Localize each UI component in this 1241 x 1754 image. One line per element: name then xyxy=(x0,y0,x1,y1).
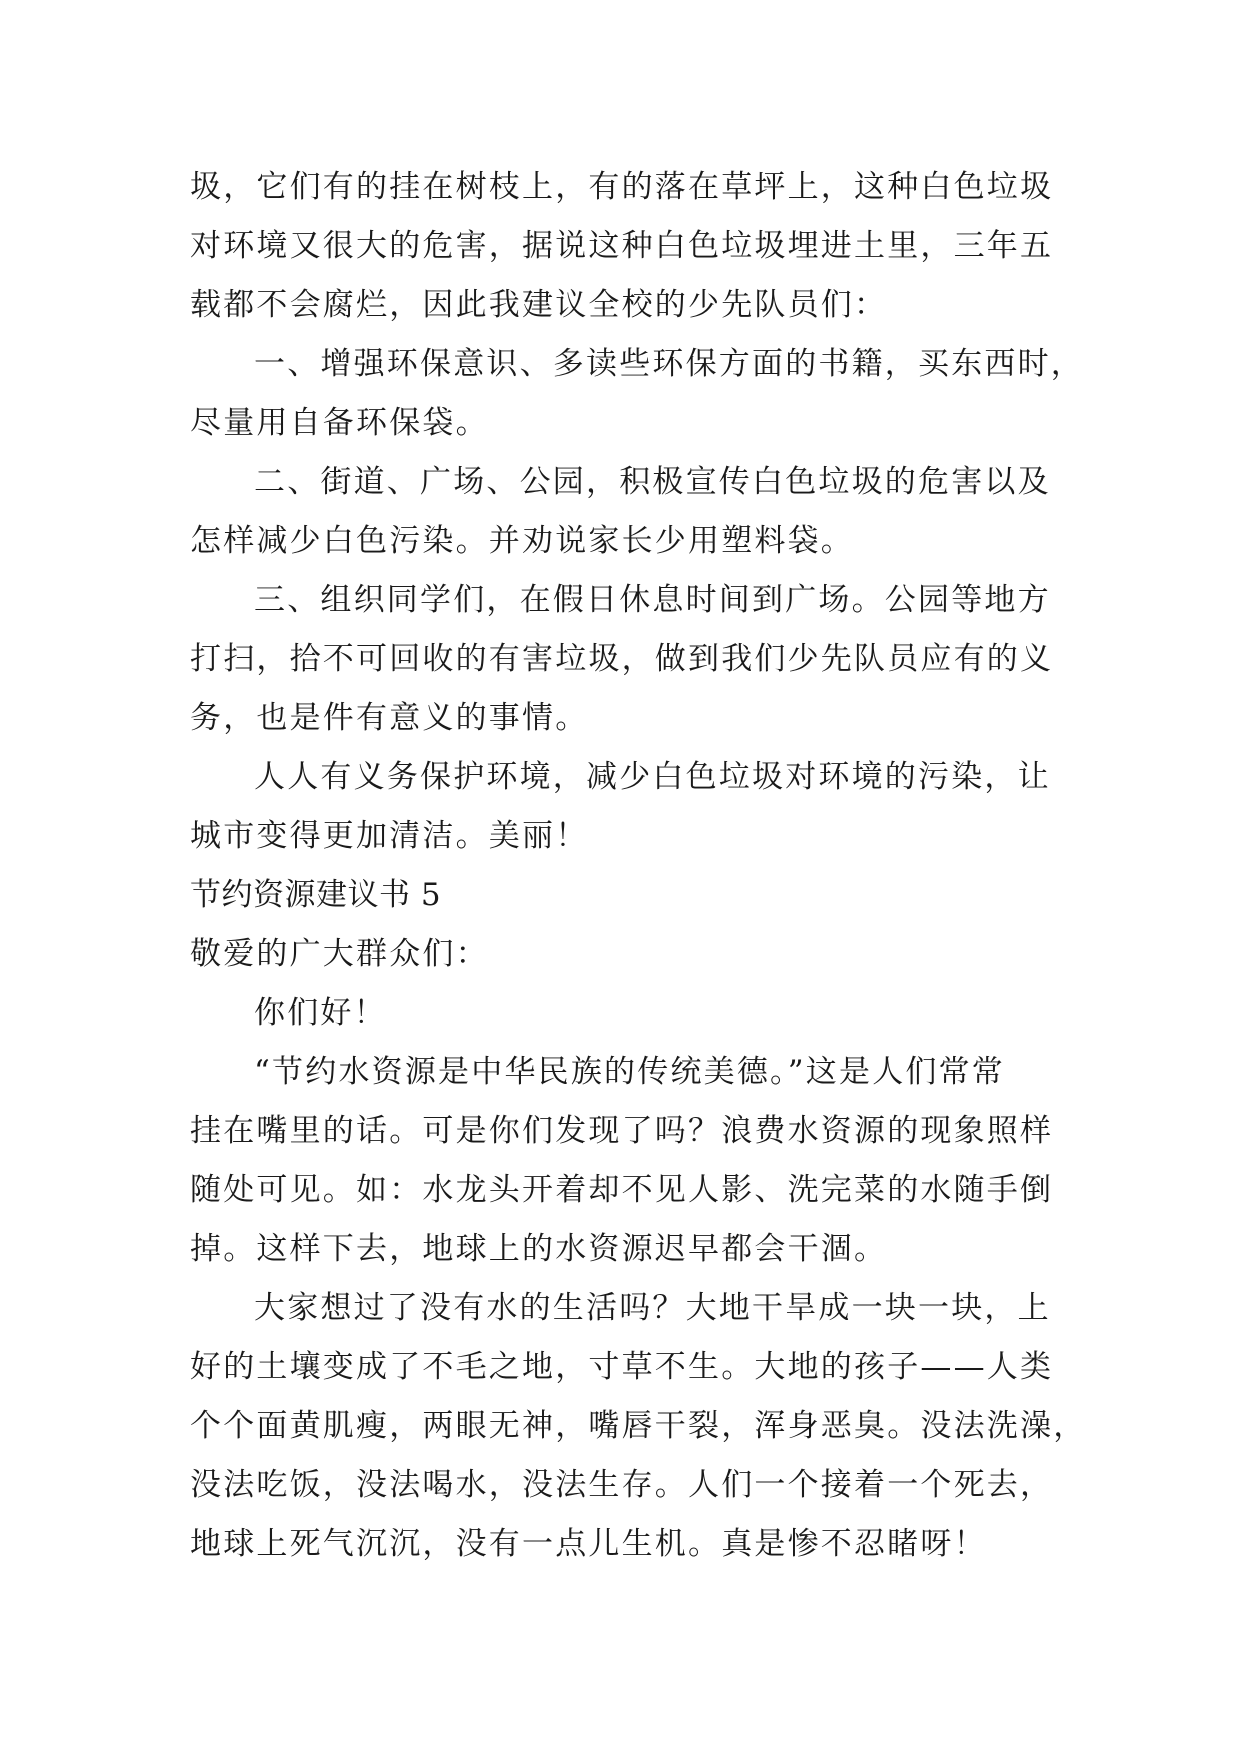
text-line: 大家想过了没有水的生活吗？大地干旱成一块一块，上 xyxy=(254,1290,1051,1326)
text-line: 挂在嘴里的话。可是你们发现了吗？浪费水资源的现象照样 xyxy=(190,1113,1054,1149)
text-line: 尽量用自备环保袋。 xyxy=(190,405,489,441)
text-line: 地球上死气沉沉，没有一点儿生机。真是惨不忍睹呀！ xyxy=(190,1526,987,1562)
text-line: “节约水资源是中华民族的传统美德。”这是人们常常 xyxy=(254,1054,1005,1090)
text-line: 掉。这样下去，地球上的水资源迟早都会干涸。 xyxy=(190,1231,888,1267)
text-line: 个个面黄肌瘦，两眼无神，嘴唇干裂，浑身恶臭。没法洗澡， xyxy=(190,1408,1087,1444)
text-line: 三、组织同学们，在假日休息时间到广场。公园等地方 xyxy=(254,582,1051,618)
text-line: 城市变得更加清洁。美丽！ xyxy=(190,818,589,854)
text-line: 对环境又很大的危害，据说这种白色垃圾埋进土里，三年五 xyxy=(190,228,1054,264)
section-heading: 节约资源建议书 5 xyxy=(190,877,442,913)
text-line: 敬爱的广大群众们： xyxy=(190,936,489,972)
text-line: 二、街道、广场、公园，积极宣传白色垃圾的危害以及 xyxy=(254,464,1051,500)
text-line: 务，也是件有意义的事情。 xyxy=(190,700,589,736)
text-line: 随处可见。如：水龙头开着却不见人影、洗完菜的水随手倒 xyxy=(190,1172,1054,1208)
text-line: 一、增强环保意识、多读些环保方面的书籍，买东西时， xyxy=(254,346,1084,382)
document-body xyxy=(190,158,1087,1574)
text-line: 好的土壤变成了不毛之地，寸草不生。大地的孩子——人类 xyxy=(190,1349,1054,1385)
text-line: 圾，它们有的挂在树枝上，有的落在草坪上，这种白色垃圾 xyxy=(190,169,1054,205)
text-line: 你们好！ xyxy=(254,995,387,1031)
text-line: 载都不会腐烂，因此我建议全校的少先队员们： xyxy=(190,287,888,323)
text-line: 怎样减少白色污染。并劝说家长少用塑料袋。 xyxy=(190,523,854,559)
text-line: 打扫，拾不可回收的有害垃圾，做到我们少先队员应有的义 xyxy=(190,641,1054,677)
text-line: 人人有义务保护环境，减少白色垃圾对环境的污染，让 xyxy=(254,759,1051,795)
text-line: 没法吃饭，没法喝水，没法生存。人们一个接着一个死去， xyxy=(190,1467,1054,1503)
